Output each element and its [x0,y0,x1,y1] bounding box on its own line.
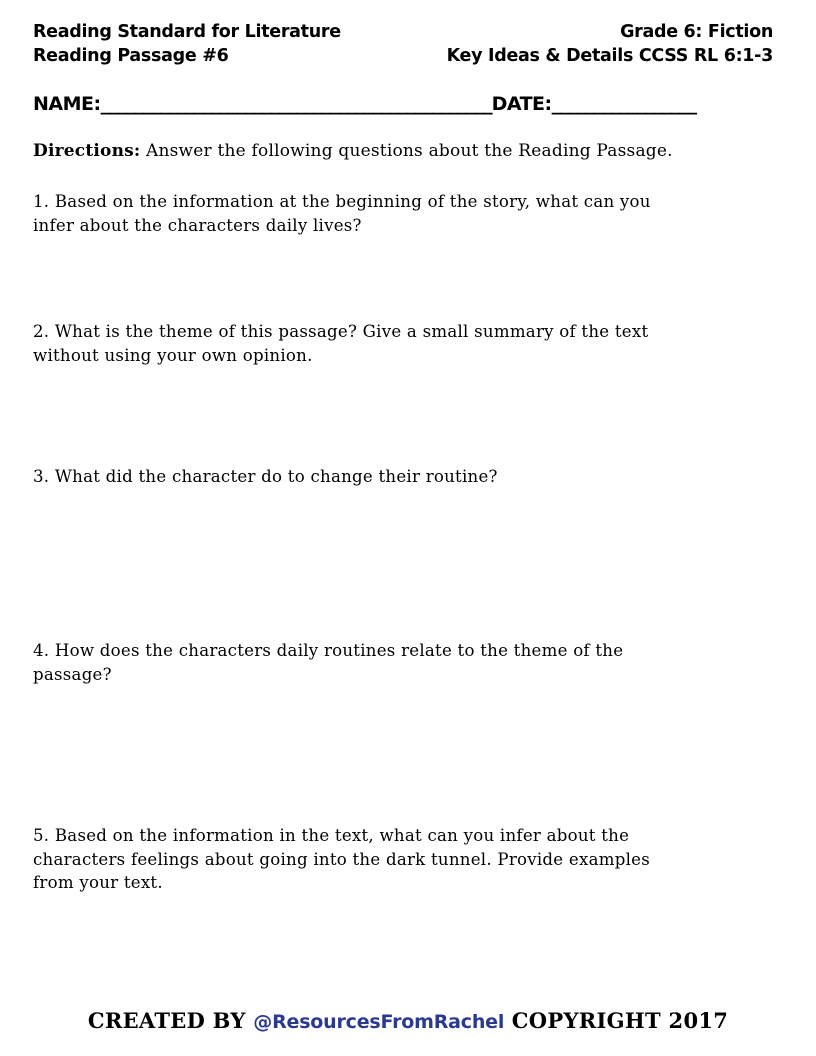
header-right [447,20,773,68]
name-label: NAME: [33,93,101,115]
question-5 [33,824,778,895]
question-line: 5. Based on the information in the text, what can you infer about the [33,826,630,845]
question-line: without using your own opinion. [33,345,313,365]
directions-text: Answer the following questions about the Reading Passage. [140,141,673,161]
header-right-line1: Grade 6: Fiction [620,22,773,42]
question-line: 3. What did the character do to change their routine? [33,467,498,486]
question-1 [33,190,778,237]
footer-created-by: CREATED BY [87,1008,254,1033]
footer-author-handle: @ResourcesFromRachel [253,1011,505,1033]
header-left-line1: Reading Standard for Literature [33,22,341,42]
name-input-line[interactable]: ______________________________________________ [100,93,492,115]
question-line: characters feelings about going into the dark tunnel. Provide examples [33,849,650,869]
question-3 [33,465,778,489]
header-left [33,20,341,68]
date-input-line[interactable]: _________________ [551,93,697,115]
header-left-line2: Reading Passage #6 [33,46,229,66]
date-label: DATE: [491,93,552,115]
page-header [33,20,773,68]
header-right-line2: Key Ideas & Details CCSS RL 6:1-3 [446,46,773,66]
directions-block [33,140,778,163]
page-footer [0,1008,816,1033]
question-line: passage? [33,664,112,684]
footer-copyright: COPYRIGHT 2017 [504,1008,729,1033]
directions-label: Directions: [33,141,141,161]
question-line: 2. What is the theme of this passage? Give a small summary of the text [33,322,649,341]
question-line: infer about the characters daily lives? [33,215,362,235]
question-line: 1. Based on the information at the beginning of the story, what can you [33,192,651,211]
question-line: from your text. [33,873,163,892]
question-4 [33,639,778,686]
name-date-row [33,92,773,116]
question-line: 4. How does the characters daily routines relate to the theme of the [33,641,624,660]
question-2 [33,320,778,367]
